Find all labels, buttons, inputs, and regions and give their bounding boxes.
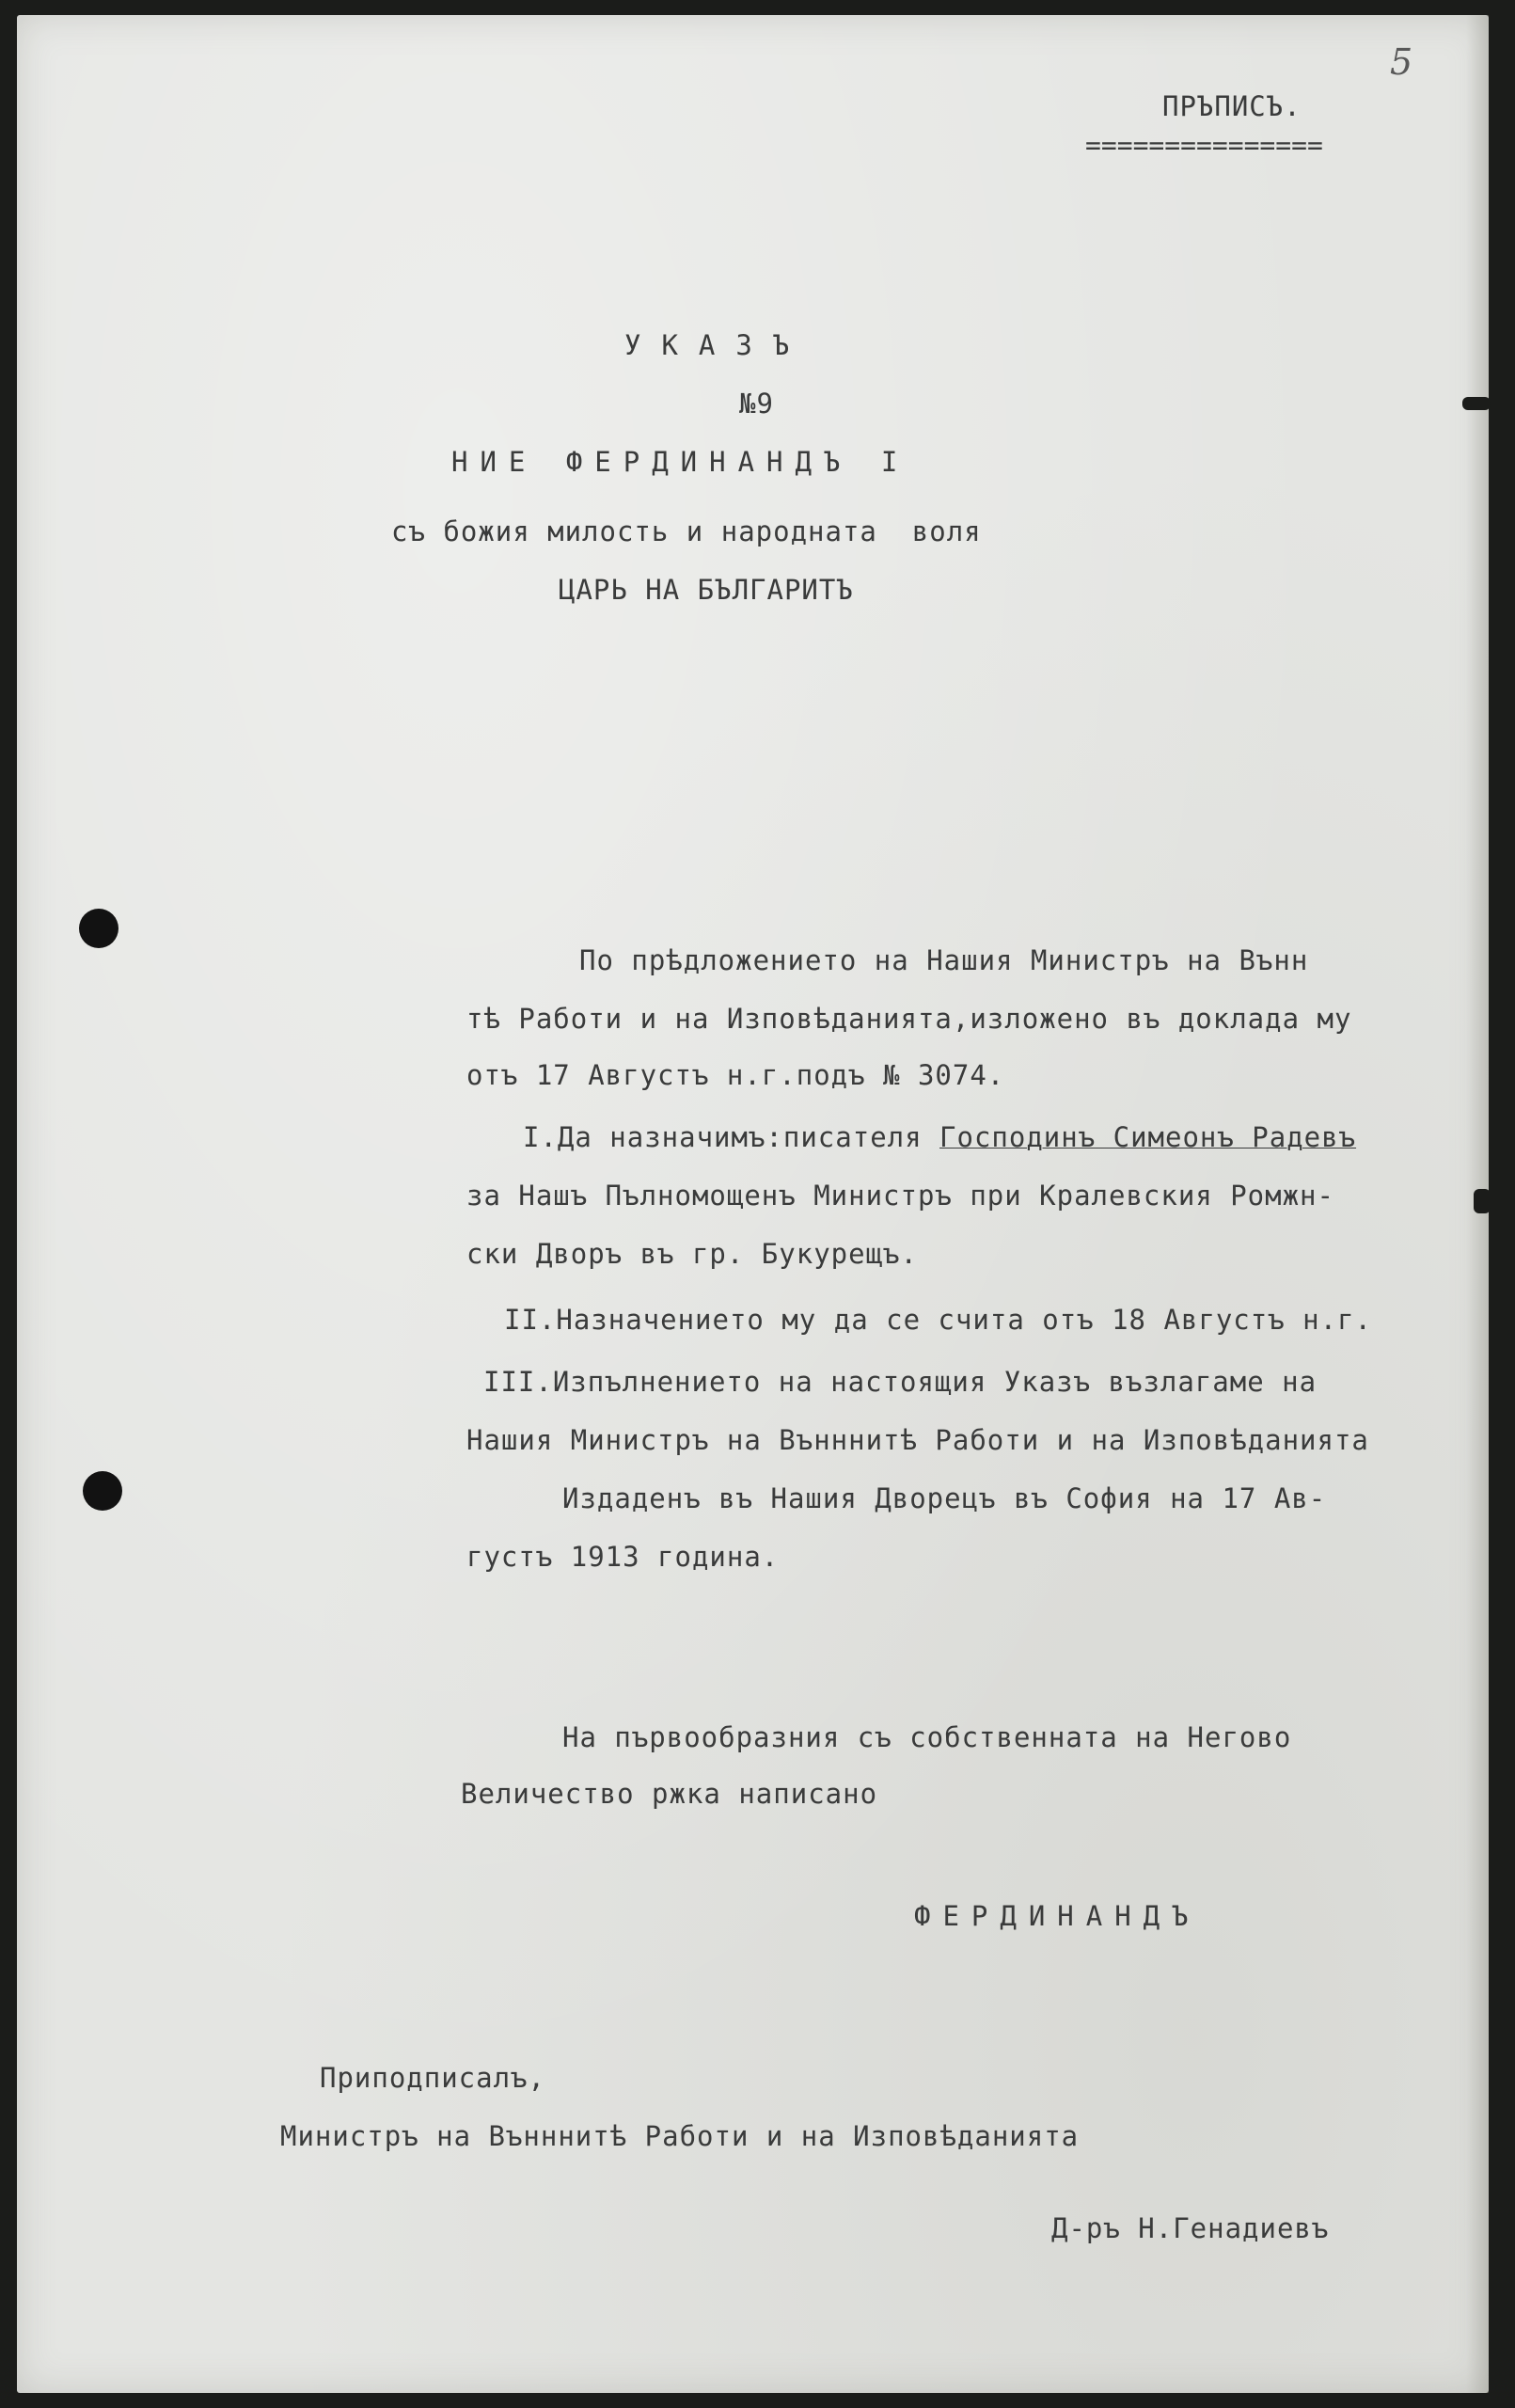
body-line: за Нашъ Пълномощенъ Министръ при Кралевския Ромжн- — [466, 1180, 1334, 1212]
body-line: тѣ Работи и на Изповѣданията,изложено въ доклада му — [466, 1003, 1352, 1035]
page-number: 5 — [1390, 41, 1413, 83]
article-three-line: III.Изпълнението на настоящия Указъ възлагаме на — [483, 1366, 1318, 1398]
royal-signature: ФЕРДИНАНДЪ — [914, 1900, 1201, 1932]
body-line: ски Дворъ въ гр. Букурещъ. — [466, 1238, 918, 1270]
edge-tear — [1474, 1189, 1491, 1213]
body-line: Нашия Министръ на Вънннитѣ Работи и на Изповѣданията — [466, 1424, 1369, 1456]
title-line: ЦАРЬ НА БЪЛГАРИТЪ — [559, 574, 854, 606]
original-note-line: Величество ржка написано — [461, 1778, 878, 1810]
document-page — [17, 15, 1489, 2393]
article-one-prefix: I.Да назначимъ:писателя — [523, 1121, 940, 1153]
edge-tear — [1462, 397, 1491, 410]
countersign-label: Приподписалъ, — [320, 2062, 545, 2094]
issued-line: густъ 1913 година. — [466, 1541, 780, 1573]
copy-mark: ПРЪПИСЪ. — [1162, 90, 1302, 122]
original-note-line: На първообразния съ собственната на Негово — [562, 1721, 1292, 1753]
punch-hole — [83, 1471, 122, 1511]
countersign-name: Д-ръ Н.Генадиевъ — [1051, 2212, 1330, 2244]
issued-line: Издаденъ въ Нашия Дворецъ въ София на 17 Ав- — [562, 1482, 1327, 1514]
ruler-line: НИЕ ФЕРДИНАНДЪ I — [451, 446, 910, 478]
body-line: По прѣдложението на Нашия Министръ на Вънн — [579, 944, 1309, 976]
appointee-name: Господинъ Симеонъ Радевъ — [939, 1121, 1357, 1153]
body-line: отъ 17 Августъ н.г.подъ № 3074. — [466, 1059, 1005, 1091]
grace-line: съ божия милость и народната воля — [391, 515, 982, 547]
article-one-line — [523, 1121, 1356, 1153]
copy-rule: =============== — [1085, 130, 1323, 161]
countersign-role: Министръ на Вънннитѣ Работи и на Изповѣданията — [280, 2120, 1080, 2152]
punch-hole — [79, 909, 118, 948]
decree-number: №9 — [739, 388, 774, 420]
decree-title: УКАЗЪ — [624, 329, 811, 361]
article-two-line: II.Назначението му да се счита отъ 18 Августъ н.г. — [504, 1304, 1372, 1336]
